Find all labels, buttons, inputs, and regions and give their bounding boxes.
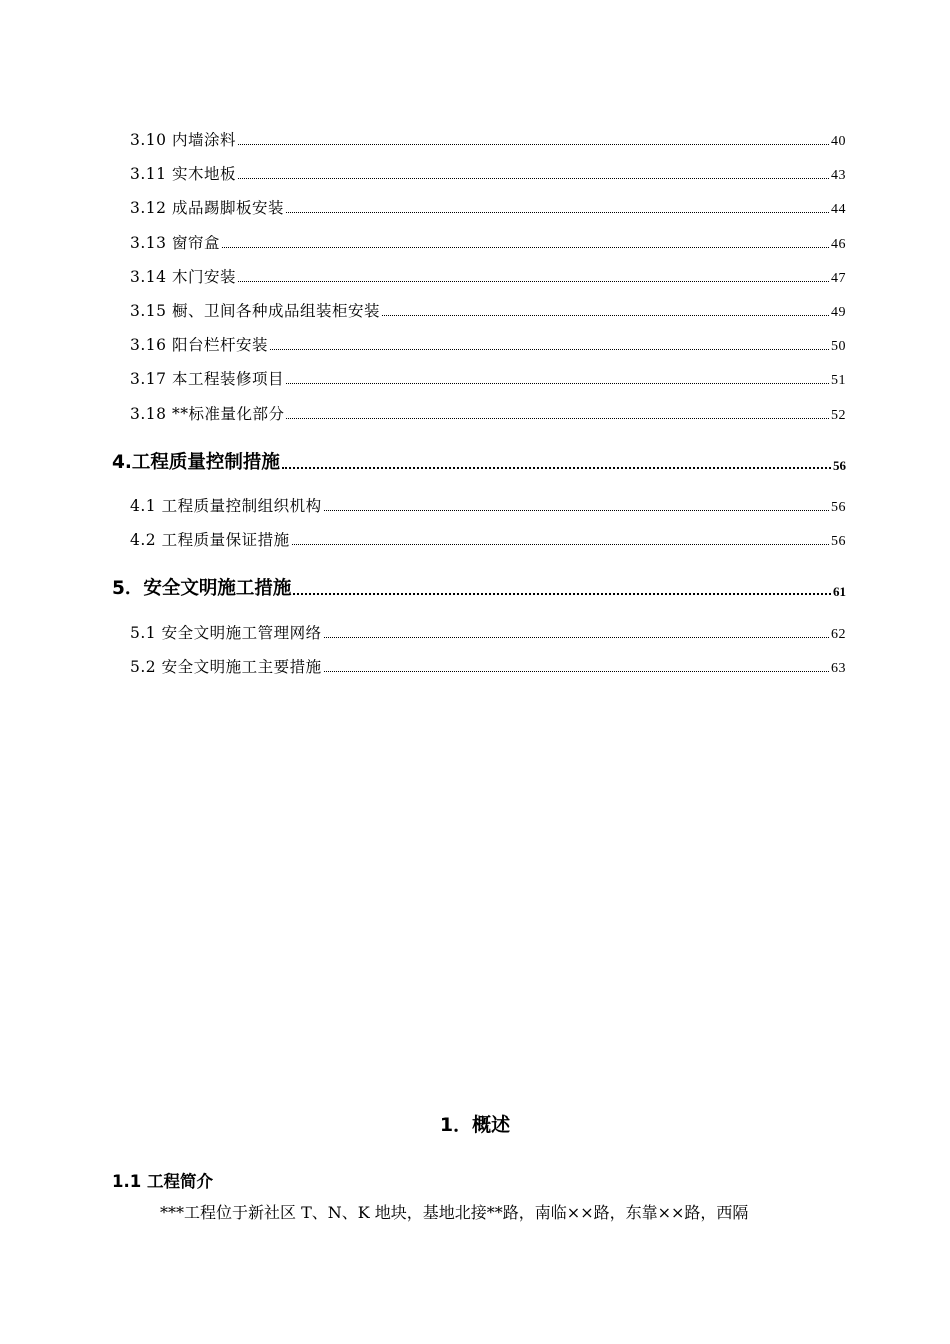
toc-page-number: 56: [831, 500, 846, 515]
toc-page-number: 52: [831, 408, 846, 423]
toc-page-number: 63: [831, 661, 846, 676]
toc-entry[interactable]: [130, 402, 846, 424]
toc-chapter-entry[interactable]: [112, 448, 846, 474]
toc-entry-label: 3.17 本工程装修项目: [130, 370, 284, 388]
toc-entry-label: 3.10 内墙涂料: [130, 131, 236, 149]
toc-entry[interactable]: [130, 299, 846, 321]
toc-page-number: 56: [833, 458, 846, 473]
toc-entry-label: 3.15 橱、卫间各种成品组装柜安装: [130, 302, 380, 320]
toc-entry[interactable]: [130, 265, 846, 287]
toc-page-number: 46: [831, 237, 846, 252]
toc-dot-leader: [293, 593, 831, 595]
toc-entry-label: 4.工程质量控制措施: [112, 452, 280, 473]
toc-page-number: 49: [831, 305, 846, 320]
toc-entry-label: 3.12 成品踢脚板安装: [130, 199, 284, 217]
toc-dot-leader: [292, 544, 829, 545]
chapter-title: 1．概述: [439, 1114, 511, 1136]
toc-chapter-entry[interactable]: [112, 574, 846, 600]
toc-page-number: 56: [831, 534, 846, 549]
toc-page-number: 43: [831, 168, 846, 183]
toc-entry-label: 4.2 工程质量保证措施: [130, 531, 290, 549]
toc-page-number: 61: [833, 584, 846, 599]
toc-entry[interactable]: [130, 655, 846, 677]
toc-entry-label: 3.14 木门安装: [130, 268, 236, 286]
toc-entry-label: 5.1 安全文明施工管理网络: [130, 624, 322, 642]
toc-entry-label: 3.16 阳台栏杆安装: [130, 336, 268, 354]
toc-dot-leader: [286, 212, 829, 213]
toc-entry-label: 5.2 安全文明施工主要措施: [130, 658, 322, 676]
toc-entry-label: 4.1 工程质量控制组织机构: [130, 497, 322, 515]
toc-page-number: 51: [831, 373, 846, 388]
toc-dot-leader: [270, 349, 829, 350]
toc-entry-label: 5．安全文明施工措施: [112, 578, 292, 599]
body-paragraph: ***工程位于新社区 T、N、K 地块，基地北接**路，南临××路，东靠××路，西隔: [160, 1203, 749, 1222]
toc-entry[interactable]: [130, 367, 846, 389]
toc-dot-leader: [238, 178, 829, 179]
toc-entry[interactable]: [130, 231, 846, 253]
toc-dot-leader: [286, 383, 829, 384]
toc-entry[interactable]: [130, 128, 846, 150]
toc-page-number: 47: [831, 271, 846, 286]
toc-dot-leader: [324, 510, 829, 511]
toc-page-number: 44: [831, 202, 846, 217]
toc-entry[interactable]: [130, 528, 846, 550]
toc-entry-label: 3.13 窗帘盒: [130, 234, 220, 252]
toc-entry[interactable]: [130, 333, 846, 355]
toc-dot-leader: [238, 144, 829, 145]
toc-page-number: 62: [831, 627, 846, 642]
toc-entry-label: 3.18 **标准量化部分: [130, 405, 285, 423]
toc-dot-leader: [324, 637, 829, 638]
toc-entry[interactable]: [130, 621, 846, 643]
toc-dot-leader: [282, 467, 831, 469]
toc-dot-leader: [324, 671, 829, 672]
toc-page-number: 40: [831, 134, 846, 149]
toc-entry[interactable]: [130, 162, 846, 184]
toc-dot-leader: [286, 418, 829, 419]
section-title: 1.1 工程简介: [112, 1172, 213, 1191]
toc-dot-leader: [222, 247, 829, 248]
toc-entry-label: 3.11 实木地板: [130, 165, 236, 183]
toc-dot-leader: [382, 315, 829, 316]
toc-entry[interactable]: [130, 196, 846, 218]
toc-page-number: 50: [831, 339, 846, 354]
toc-entry[interactable]: [130, 494, 846, 516]
toc-dot-leader: [238, 281, 829, 282]
